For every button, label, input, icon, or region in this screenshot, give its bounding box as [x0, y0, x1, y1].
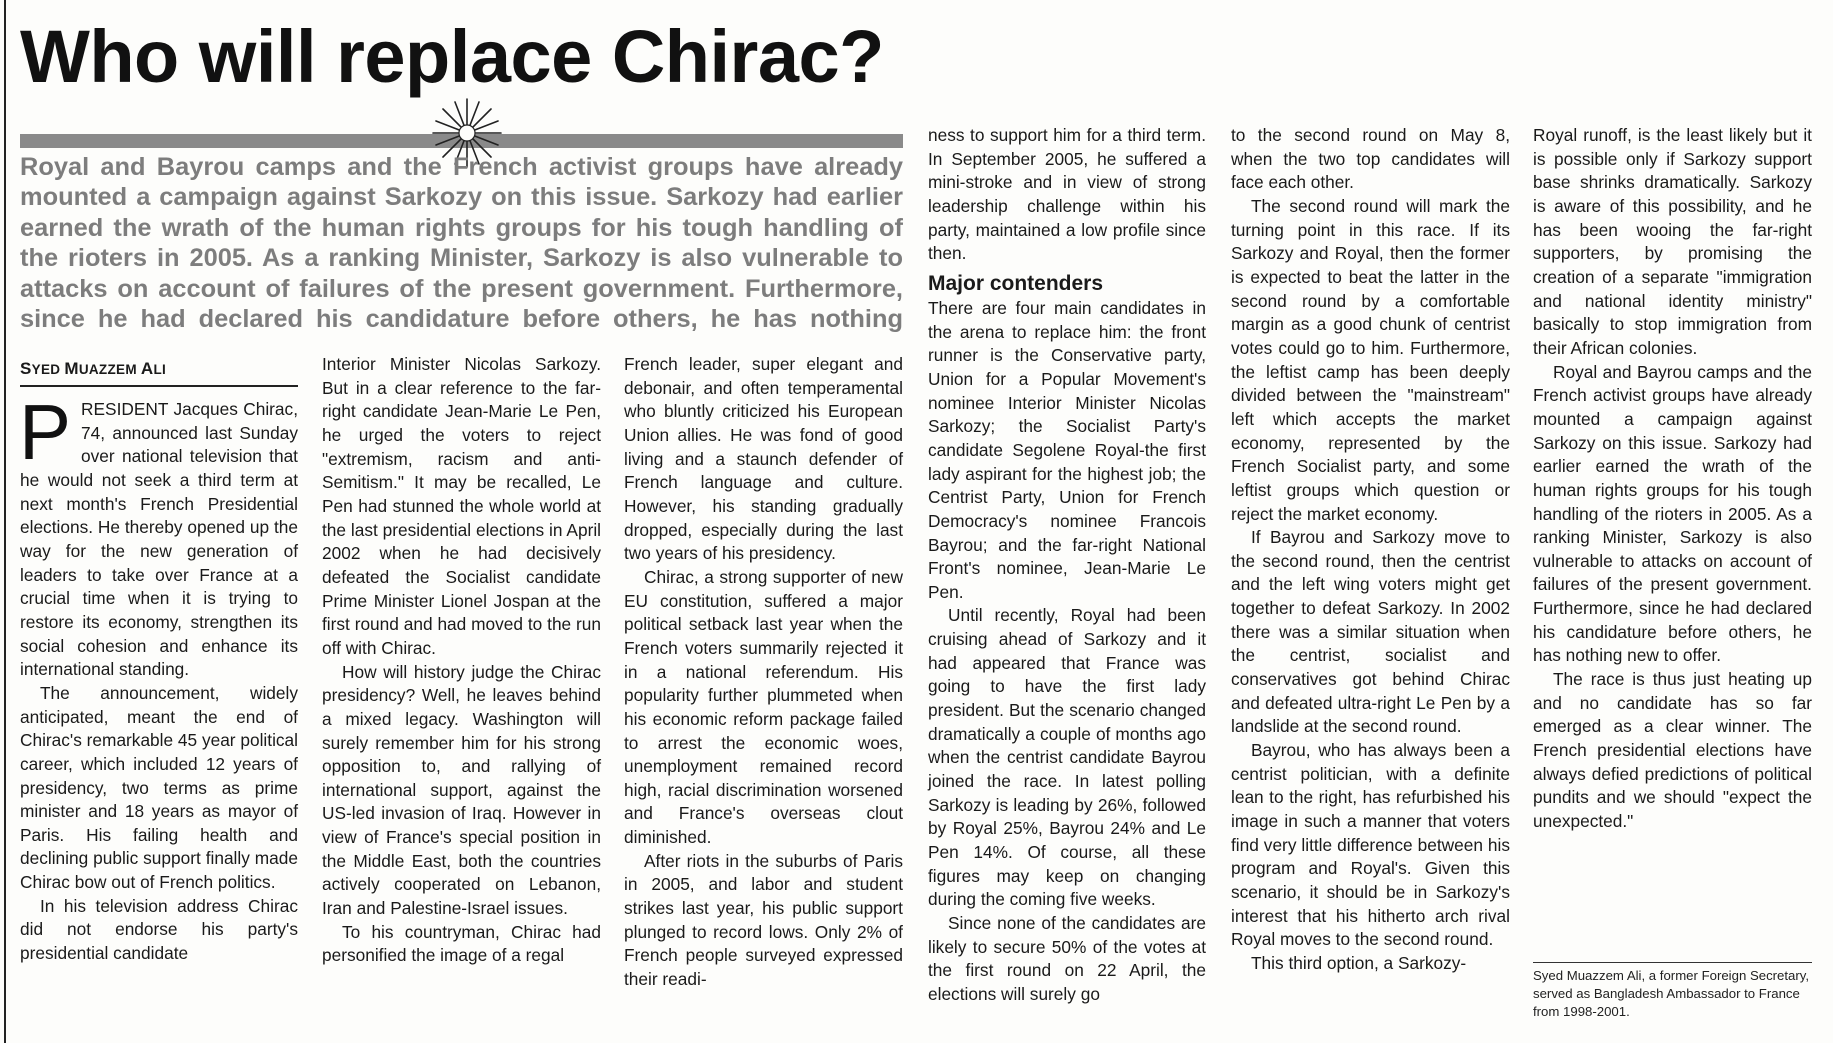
- paragraph: Since none of the candidates are likely to secure 50% of the votes at the first round on 22 April, the elections will surely go: [928, 913, 1206, 1004]
- author-note-rule: [1533, 962, 1812, 963]
- deck-line: since he had declared his candidature before others, he has nothing: [20, 304, 903, 333]
- byline: [20, 357, 298, 382]
- paragraph: ness to support him for a third term. In September 2005, he suffered a mini-stroke and in view of strong leadership challenge within his party, maintained a low profile since then.: [928, 125, 1206, 264]
- column-1: [19, 388, 298, 966]
- paragraph: Royal and Bayrou camps and the French activist groups have already mounted a campaign against Sarkozy on this issue. Sarkozy had earlier earned the wrath of the human rights groups for his tough handling of the rioters in 2005. As a ranking Minister, Sarkozy is also vulnerable to attacks on account of failures of the present government. Furthermore, since he had declared his candidature before others, he has nothing new to offer.: [1533, 361, 1812, 666]
- paragraph: In his television address Chirac did not endorse his party's presidential candidate: [20, 895, 298, 964]
- paragraph: RESIDENT Jacques Chirac, 74, announced last Sunday over national television that he would not seek a third term at next month's French Presidential elections. He thereby opened up the way for the new generation of leaders to take over France at a crucial time when it is trying to restore its economy, strengthen its social cohesion and enhance its international standing.: [20, 399, 298, 680]
- paragraph: to the second round on May 8, when the two top candidates will face each other.: [1231, 125, 1510, 193]
- paragraph: Bayrou, who has always been a centrist politician, with a definite lean to the right, has refurbished his image in such a manner that voters find very little difference between his program and Royal's. Given this scenario, it should be in Sarkozy's interest that his hitherto arch rival Royal moves to the second round.: [1231, 740, 1510, 950]
- subhead: Major contenders: [928, 271, 1104, 295]
- paragraph: To his countryman, Chirac had personified the image of a regal: [322, 921, 601, 966]
- paragraph: The announcement, widely anticipated, meant the end of Chirac's remarkable 45 year political career, which included 12 years of presidency, two terms as prime minister and 18 years as mayor of Paris. His failing health and declining public support finally made Chirac bow out of French politics.: [20, 682, 298, 893]
- paragraph: The race is thus just heating up and no candidate has so far emerged as a clear winner. The French presidential elections have always defied predictions of political pundits and we should "expect the unexpected.": [1533, 669, 1812, 832]
- paragraph: If Bayrou and Sarkozy move to the second round, then the centrist and the left wing voters might get together to defeat Sarkozy. In 2002 there was a similar situation when the centrist, socialist and conservatives got behind Chirac and defeated ultra-right Le Pen by a landslide at the second round.: [1231, 527, 1510, 737]
- paragraph: There are four main candidates in the arena to replace him: the front runner is the Conservative party, Union for a Popular Movement's nominee Interior Minister Nicolas Sarkozy; the Socialist Party's candidate Segolene Royal-the first lady aspirant for the highest job; the Centrist Party, Union for French Democracy's nominee Francois Bayrou; and the far-right National Front's nominee, Jean-Marie Le Pen.: [928, 297, 1206, 602]
- column-5: [1231, 124, 1510, 976]
- column-2: [322, 353, 601, 968]
- column-4: [928, 124, 1206, 1007]
- paragraph: This third option, a Sarkozy-: [1251, 952, 1467, 973]
- byline-block: [20, 357, 298, 387]
- paragraph: Chirac, a strong supporter of new EU constitution, suffered a major political setback last year when the French voters summarily rejected it in a national referendum. His popularity further plummeted when his economic reform package failed to arrest the economic woes, unemployment remained record high, racial discrimination worsened and France's overseas clout diminished.: [624, 566, 903, 848]
- headline: Who will replace Chirac?: [20, 15, 884, 98]
- page-left-rule: [4, 0, 6, 1043]
- byline-initial: M: [64, 359, 79, 378]
- deck-line: Royal and Bayrou camps and the French activist groups have already: [20, 153, 903, 181]
- byline-part: UAZZEM: [78, 362, 141, 377]
- column-6: [1533, 124, 1812, 834]
- author-note: Syed Muazzem Ali, a former Foreign Secretary, served as Bangladesh Ambassador to France from 1998-2001.: [1533, 968, 1810, 1019]
- paragraph: French leader, super elegant and debonair, and often temperamental who bluntly criticized his European Union allies. He was fond of good living and a staunch defender of French language and culture. However, his standing gradually dropped, especially during the last two years of his presidency.: [624, 354, 903, 564]
- paragraph: Until recently, Royal had been cruising ahead of Sarkozy and it had appeared that France was going to have the first lady president. But the scenario changed dramatically a couple of months ago when the centrist candidate Bayrou joined the race. In latest polling Sarkozy is leading by 26%, followed by Royal 25%, Bayrou 24% and Le Pen 14%. Of course, all these figures may keep on changing during the coming five weeks.: [928, 605, 1206, 910]
- deck-line: the rioters in 2005. As a ranking Minister, Sarkozy is also vulnerable to: [20, 244, 903, 273]
- deck: [20, 152, 903, 334]
- deck-line: attacks on account of failures of the present government. Furthermore,: [20, 274, 903, 303]
- byline-part: YED: [31, 362, 65, 377]
- paragraph: How will history judge the Chirac presidency? Well, he leaves behind a mixed legacy. Washington will surely remember him for his strong opposition to, and rallying of international support, against the US-led invasion of Iraq. However in view of France's special position in the Middle East, both the countries actively cooperated on Lebanon, Iran and Palestine-Israel issues.: [322, 661, 601, 919]
- byline-initial: S: [20, 359, 32, 378]
- paragraph: After riots in the suburbs of Paris in 2005, and labor and student strikes last year, his public support plunged to record lows. Only 2% of French people surveyed expressed their readi-: [624, 850, 903, 990]
- paragraph: Interior Minister Nicolas Sarkozy. But in a clear reference to the far-right candidate Jean-Marie Le Pen, he urged the voters to reject "extremism, racism and anti-Semitism." It may be recalled, Le Pen had stunned the whole world at the last presidential elections in April 2002 when he had decisively defeated the Socialist candidate Prime Minister Lionel Jospan at the first round and had moved to the run off with Chirac.: [322, 354, 601, 658]
- byline-rule: [20, 385, 298, 387]
- byline-initial: A: [140, 359, 154, 378]
- drop-cap: P: [19, 388, 72, 476]
- deck-line: mounted a campaign against Sarkozy on this issue. Sarkozy had earlier: [20, 183, 903, 212]
- paragraph: Royal runoff, is the least likely but it is possible only if Sarkozy support base shrinks dramatically. Sarkozy is aware of this possibility, and he has been wooing the far-right supporters, by promising the creation of a separate "immigration and national identity ministry" basically to stop immigration from their African colonies.: [1533, 125, 1812, 358]
- byline-part: LI: [153, 362, 167, 377]
- column-3: [624, 353, 903, 992]
- deck-line: earned the wrath of the human rights groups for his tough handling of: [20, 213, 903, 242]
- paragraph: The second round will mark the turning point in this race. If its Sarkozy and Royal, then the former is expected to beat the latter in the second round by a comfortable margin as a good chunk of centrist votes could go to him. Furthermore, the leftist camp has been deeply divided between the "mainstream" left which accepts the market economy, represented by the French Socialist party, and some leftist groups which question or reject the market economy.: [1231, 195, 1510, 524]
